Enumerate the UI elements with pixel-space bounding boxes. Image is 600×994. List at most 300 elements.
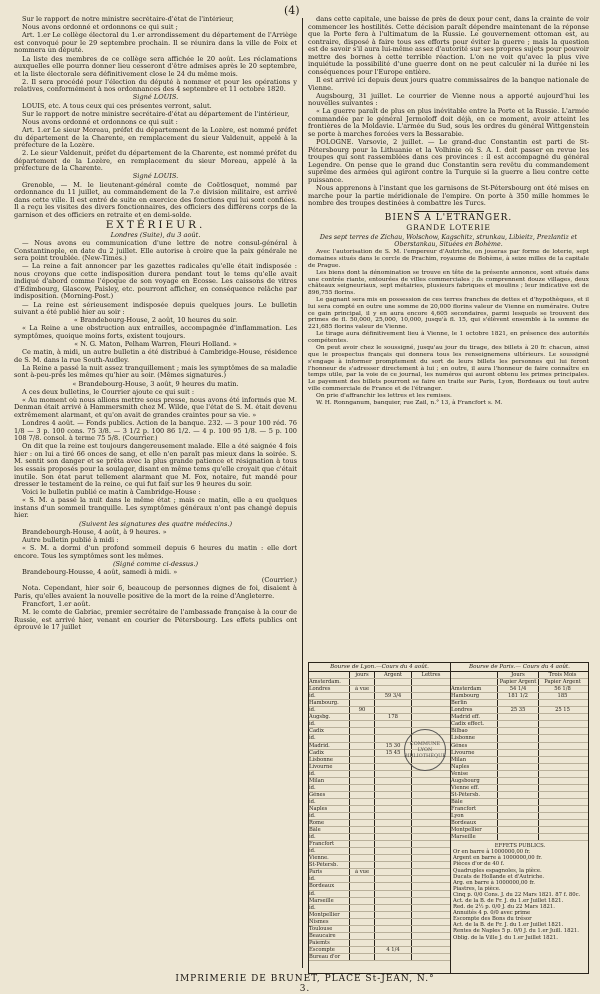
lyon-rate-cell xyxy=(374,820,411,826)
paris-rate-cell xyxy=(538,834,586,840)
paris-rate-cell: Cadix effect. xyxy=(451,721,485,728)
lyon-rate-cell: Lisbonne xyxy=(309,756,333,763)
lyon-rate-row xyxy=(309,926,450,933)
lyon-rate-row xyxy=(309,693,450,700)
source-credit: (Courrier.) xyxy=(261,576,297,585)
lyon-exchange xyxy=(309,663,451,973)
paris-subheader-label: Argent xyxy=(518,679,537,686)
lyon-rate-cell: id. xyxy=(309,834,316,841)
paris-rate-row xyxy=(451,820,588,827)
lyon-rate-row xyxy=(309,862,450,869)
lyon-rate-cell: 4 1/4 xyxy=(374,947,411,953)
advert-paragraph: Le tirage aura définitivement lieu à Vienne, le 1 octobre 1821, en présence des autorités compétentes. xyxy=(308,331,589,345)
paris-rate-cell xyxy=(538,721,586,727)
lyon-rate-cell: id. xyxy=(309,890,316,897)
paris-rate-row xyxy=(451,813,588,820)
paragraph: Nous apprenons à l'instant que les garnisons de St-Pétersbourg ont été mises en marche pour la partie méridionale de l'empire. On porte à 350 mille hommes le nombre des troupes destinées à combattre les Turcs. xyxy=(308,184,589,208)
paris-rate-cell xyxy=(497,785,538,791)
paragraph: Autre bulletin publié à midi : xyxy=(22,535,119,544)
lyon-rate-cell xyxy=(349,827,374,833)
paris-rate-cell xyxy=(538,764,586,770)
lyon-rate-cell xyxy=(374,813,411,819)
paris-rate-row xyxy=(451,764,588,771)
lyon-rate-row xyxy=(309,891,450,898)
lyon-rate-cell xyxy=(374,728,411,734)
lyon-rate-cell xyxy=(374,883,411,889)
stamp-line3: BIBLIOTHÈQUE xyxy=(403,753,447,760)
lyon-rate-cell: id. xyxy=(309,812,316,819)
paris-rate-cell xyxy=(538,735,586,741)
lyon-rate-cell xyxy=(349,806,374,812)
section-heading: EXTÉRIEUR. xyxy=(105,219,206,232)
lyon-rate-row xyxy=(309,919,450,926)
paragraph: M. le comte de Gabriac, premier secrétaire de l'ambassade française à la cour de Russie, est arrivé hier, venant en courier de Pétersbourg. Les effets publics ont éprouvé le 17 juillet xyxy=(14,607,297,632)
lyon-rate-cell xyxy=(349,700,374,706)
lyon-rate-row xyxy=(309,820,450,827)
lyon-rate-cell xyxy=(349,855,374,861)
paris-rate-row xyxy=(451,721,588,728)
lyon-rate-cell: Marseille xyxy=(309,897,334,904)
lyon-rate-cell: Londres xyxy=(309,686,331,693)
paragraph: A ces deux bulletins, le Courrier ajoute ce qui suit : xyxy=(22,387,195,396)
paragraph: Ce matin, à midi, un autre bulletin a été distribué à Cambridge-House, résidence de S. M. dans la rue South-Audley. xyxy=(14,348,297,364)
lyon-rate-cell xyxy=(374,954,411,960)
right-column-text xyxy=(308,16,589,407)
lyon-rate-cell xyxy=(411,813,450,819)
paris-rate-cell xyxy=(538,743,586,749)
paris-rate-cell: Marseille xyxy=(451,834,476,841)
lyon-rate-cell xyxy=(411,778,450,784)
public-funds-line: Cinq p. 0/0 Cons. J. du 22 Mars 1821. 87 f. 80c. xyxy=(453,891,581,898)
paris-header-cell xyxy=(451,672,497,678)
paris-rate-cell: Hambourg xyxy=(451,693,480,700)
lyon-rate-cell xyxy=(411,926,450,932)
lyon-rate-cell xyxy=(349,693,374,699)
lyon-rate-cell xyxy=(411,869,450,875)
paris-rate-cell xyxy=(538,771,586,777)
lyon-rate-cell xyxy=(411,883,450,889)
paragraph: — Nous avons eu communication d'une lettre de notre consul-général à Constantinople, en date du 2 juillet. Elle autorise à croire que la paix générale ne sera point troublée. (New-Times.) xyxy=(14,239,297,263)
lyon-rate-cell: id. xyxy=(309,904,316,911)
lyon-rate-row xyxy=(309,778,450,785)
lyon-rate-cell: id. xyxy=(309,876,316,883)
lyon-rate-cell: Francfort xyxy=(309,841,335,848)
paris-rate-cell: Londres xyxy=(451,707,473,714)
lyon-rate-cell xyxy=(411,827,450,833)
paris-rate-cell: Bâle xyxy=(451,798,463,805)
lyon-rate-cell: Toulouse xyxy=(309,925,333,932)
lyon-rate-cell xyxy=(411,947,450,953)
exchange-rates-table xyxy=(308,662,589,974)
lyon-rate-cell: 15 30 xyxy=(374,743,411,749)
paris-exchange xyxy=(451,663,588,973)
paragraph: Nota. Cependant, hier soir 6, beaucoup de personnes dignes de foi, disaient à Paris, qu'elles avaient la nouvelle positive de la mort de la reine d'Angleterre. xyxy=(14,584,297,600)
lyon-rate-row xyxy=(309,876,450,883)
lyon-rate-row xyxy=(309,848,450,855)
paris-rate-cell xyxy=(497,834,538,840)
lyon-rate-row xyxy=(309,806,450,813)
paragraph: La Reine a passé la nuit assez tranquillement ; mais les symptômes de sa maladie sont à-peu-près les mêmes qu'hier au soir. (Mêmes signatures.) xyxy=(14,363,297,380)
paris-rate-cell xyxy=(497,799,538,805)
paragraph: « Au moment où nous allions mettre sous presse, nous avons été informés que M. Denman était arrivé à Hammersmith chez M. Wilde, que l'état de S. M. était devenu extrêmement alarmant, et qu'on avait de grandes craintes pour sa vie. » xyxy=(14,395,297,419)
paris-subheader-row xyxy=(451,679,588,686)
signature: (Signé comme ci-dessus.) xyxy=(112,559,199,568)
lyon-rate-cell xyxy=(411,679,450,685)
lyon-rate-cell xyxy=(349,813,374,819)
left-column xyxy=(14,16,297,974)
paragraph: Augsbourg, 31 juillet. Le courrier de Vienne nous a apporté aujourd'hui les nouvelles suivantes : xyxy=(308,91,589,108)
lyon-rate-cell xyxy=(411,848,450,854)
signature: Signé LOUIS. xyxy=(132,172,179,181)
lyon-rate-cell: Bâle xyxy=(309,827,321,834)
paris-header-cell: Jours xyxy=(497,672,538,678)
paris-rate-row xyxy=(451,785,588,792)
lyon-rate-cell xyxy=(411,954,450,960)
lyon-header-cell: jours xyxy=(349,672,374,678)
paris-rate-cell: St-Pétersb. xyxy=(451,791,480,798)
lyon-rate-cell: id. xyxy=(309,735,316,742)
public-funds-line: Piastres, la pièce. xyxy=(453,885,501,892)
paris-rate-cell xyxy=(497,792,538,798)
paris-rate-cell xyxy=(497,721,538,727)
lyon-rate-cell xyxy=(374,848,411,854)
lyon-rate-cell xyxy=(374,679,411,685)
lyon-rate-cell: à vue xyxy=(349,869,374,875)
paragraph: POLOGNE. Varsovie, 2 juillet. — Le grand-duc Constantin est parti de St-Pétersbourg pour la Lithuanie et la Volhinie où S. A. I. doit passer en revue les troupes qui sont rassemblées dans ces provinces : il est accompagné du général Legendre. On pense que le grand duc Constantin sera revêtu du commandement suprême des armées qui agiront contre la Turquie si la guerre a lieu contre cette puissance. xyxy=(308,138,589,184)
paris-exchange-rows xyxy=(451,672,588,841)
paris-header-cell: Trois Mois xyxy=(538,672,586,678)
lyon-rate-cell: Montpellier xyxy=(309,911,340,918)
lyon-rate-row xyxy=(309,771,450,778)
public-funds-line: Act. de la B. de Fr. J. du 1.er Juillet 1821. xyxy=(453,922,564,929)
lyon-rate-cell xyxy=(374,905,411,911)
paris-rate-cell: Francfort xyxy=(451,805,477,812)
paragraph: Nous avons ordonné et ordonnons ce qui suit ; xyxy=(22,23,178,32)
lyon-rate-row xyxy=(309,707,450,714)
lyon-rate-cell xyxy=(374,686,411,692)
lyon-rate-cell xyxy=(374,785,411,791)
lyon-rate-cell xyxy=(374,926,411,932)
lyon-rate-cell xyxy=(374,834,411,840)
lyon-rate-row xyxy=(309,799,450,806)
paris-rate-cell: Milan xyxy=(451,756,467,763)
lyon-rate-cell: Vienne. xyxy=(309,855,329,862)
paris-rate-row xyxy=(451,806,588,813)
paris-rate-cell xyxy=(538,792,586,798)
lyon-rate-cell xyxy=(374,841,411,847)
paris-rate-row xyxy=(451,792,588,799)
advert-paragraph: Le gagnant sera mis en possession de ces terres franches de dettes et d'hypothèques, et il lui sera compté en outre une somme de 20,000 florins valeur de Vienne en numéraire. Outre ce gain principal, il y en aura encore 4,605 secondaires, parmi lesquels se trouvent des primes de fl. 50,000, 25,000, 10,000, jusqu'à fl. 15, qui s'élèvent ensemble à la somme de 221,685 florins valeur de Vienne. xyxy=(308,297,589,331)
public-funds-title: EFFETS PUBLICS. xyxy=(494,843,546,850)
lyon-rate-cell xyxy=(349,933,374,939)
lyon-rate-cell xyxy=(374,806,411,812)
lyon-rate-cell xyxy=(349,728,374,734)
lyon-rate-cell xyxy=(411,898,450,904)
lyon-rate-cell xyxy=(411,940,450,946)
lyon-rate-cell xyxy=(411,820,450,826)
paris-rate-cell xyxy=(497,813,538,819)
lyon-rate-cell: Madrid. xyxy=(309,742,330,749)
paris-rate-cell: Vienne eff. xyxy=(451,784,480,791)
paris-subheader-label: Papier xyxy=(499,679,519,686)
lyon-rate-cell xyxy=(374,764,411,770)
paris-rate-row xyxy=(451,827,588,834)
advert-heading: BIENS A L'ETRANGER. xyxy=(384,213,513,224)
lyon-rate-cell xyxy=(349,848,374,854)
paris-rate-cell: 54 1/4 xyxy=(497,686,538,692)
paris-rate-cell xyxy=(538,827,586,833)
paragraph: Voici le bulletin publié ce matin à Cambridge-House : xyxy=(22,488,201,497)
paris-rate-cell xyxy=(497,728,538,734)
paris-rate-cell xyxy=(538,785,586,791)
lyon-rate-cell: Livourne xyxy=(309,763,333,770)
public-funds-line: Oblig. de la Ville J. du 1.er Juillet 1821. xyxy=(453,934,558,941)
advert-title: Des sept terres de Zichau, Wolschow, Kagschitz, strunkau, Libieitz, Prezlantiz et Oberstankau, Situées en Bohème. xyxy=(319,233,578,249)
lyon-rate-cell xyxy=(411,905,450,911)
public-funds-line: Argent en barre à 1000000,00 fr. xyxy=(453,855,542,862)
lyon-rate-cell xyxy=(349,743,374,749)
paris-rate-row xyxy=(451,757,588,764)
lyon-rate-cell xyxy=(374,707,411,713)
paris-rate-cell: 25 35 xyxy=(497,707,538,713)
centered-line: « N. G. Maton, Pelham Warren, Fleuri Holland. » xyxy=(74,340,237,349)
lyon-rate-cell: 90 xyxy=(349,707,374,713)
paris-rate-cell xyxy=(497,764,538,770)
paris-rate-row xyxy=(451,735,588,742)
paragraph: Art. 1.er Le collège électoral du 1.er arrondissement du département de l'Arriège est convoqué pour le 29 septembre prochain. Il se réunira dans la ville de Foix et nommera un député. xyxy=(14,31,297,55)
lyon-rate-cell xyxy=(411,792,450,798)
lyon-rate-cell xyxy=(349,947,374,953)
lyon-rate-cell xyxy=(374,721,411,727)
paris-rate-cell xyxy=(497,743,538,749)
advert-paragraph: Avec l'autorisation de S. M. l'empereur d'Autriche, on joueras par forme de loterie, sept domaines situés dans le cercle de Prachim, royaume de Bohème, à seize milles de la capitale de Prague. xyxy=(308,249,589,269)
lyon-rate-cell xyxy=(349,926,374,932)
lyon-rate-cell xyxy=(411,771,450,777)
paris-subheader-cell xyxy=(497,679,538,685)
lyon-header-row xyxy=(309,672,450,679)
paris-subheader-blank xyxy=(451,679,497,685)
lyon-rate-row xyxy=(309,954,450,961)
paragraph: Londres 4 août. — Fonds publics. Action de la banque. 232. — 3 pour 100 réd. 76 1/8 — 3 p. 100 cons. 75 3/8. — 3 1/2 p. 100 86 1/2. — 4 p. 100 95 1/8. — 5 p. 100 108 7/8. consol. à terme 75 5/8. (Courrier.) xyxy=(14,419,297,443)
lyon-rate-cell xyxy=(349,679,374,685)
lyon-rate-cell xyxy=(349,862,374,868)
lyon-header-cell xyxy=(309,672,349,678)
paris-subheader-label: Papier xyxy=(544,679,563,686)
paragraph: « La Reine a une obstruction aux entrailles, accompagnée d'inflammation. Les symptômes, quoique moins forts, existent toujours. xyxy=(14,324,297,340)
paragraph: Sur le rapport de notre ministre secrétaire-d'état de l'intérieur, xyxy=(22,16,234,23)
lyon-exchange-rows xyxy=(309,672,450,961)
lyon-rate-cell: Beaucaire xyxy=(309,932,336,939)
lyon-rate-cell xyxy=(374,912,411,918)
lyon-rate-cell: Paiemts xyxy=(309,939,330,946)
lyon-rate-cell xyxy=(411,891,450,897)
paris-rate-cell xyxy=(497,700,538,706)
paris-rate-cell xyxy=(538,806,586,812)
lyon-rate-row xyxy=(309,686,450,693)
lyon-rate-cell: St-Pétersb. xyxy=(309,862,338,869)
lyon-rate-cell xyxy=(411,799,450,805)
lyon-rate-cell xyxy=(349,898,374,904)
lyon-rate-cell: Cadix xyxy=(309,749,324,756)
paragraph: Sur le rapport de notre ministre secrétaire-d'état au département de l'intérieur, xyxy=(22,109,290,118)
lyon-rate-cell xyxy=(349,771,374,777)
lyon-rate-cell xyxy=(374,891,411,897)
lyon-rate-cell xyxy=(411,855,450,861)
lyon-rate-row xyxy=(309,869,450,876)
paris-rate-cell: Madrid eff. xyxy=(451,714,481,721)
lyon-rate-cell: id. xyxy=(309,798,316,805)
lyon-rate-row xyxy=(309,834,450,841)
paris-rate-cell: Montpellier xyxy=(451,827,482,834)
public-funds-line: Annuités 4 p. 0/0 avec prime xyxy=(453,910,531,917)
lyon-rate-cell xyxy=(411,785,450,791)
paragraph: Il est arrivé ici depuis deux jours quatre commissaires de la banque nationale de Vienne. xyxy=(308,75,589,92)
paris-rate-row xyxy=(451,700,588,707)
paragraph: dans cette capitale, une baisse de près de deux pour cent, dans la crainte de voir commencer les hostilités. Cette décision paraît dépendre maintenant de la réponse que la Porte fera à l'ultimatum de la Russie. Le gouvernement ottoman est, au contraire, disposé à faire tous ses efforts pour éviter la guerre ; mais la question est de savoir s'il aura lui-même assez d'autorité sur ses propres sujets pour pouvoir mettre des bornes à cette terrible réaction. L'on ne voit qu'avec la plus vive inquiétude la possibilité d'une guerre dont on ne peut calculer ni la durée ni les conséquences pour l'Europe entière. xyxy=(308,16,589,76)
paris-rate-cell: Naples xyxy=(451,763,470,770)
lyon-rate-cell xyxy=(411,700,450,706)
lyon-rate-cell: 59 3/4 xyxy=(374,693,411,699)
lyon-rate-cell: id. xyxy=(309,693,316,700)
paris-rate-row xyxy=(451,750,588,757)
lyon-exchange-title: Bourse de Lyon.—Cours du 4 août. xyxy=(309,663,450,672)
lyon-rate-row xyxy=(309,813,450,820)
paris-rate-cell: Lisbonne xyxy=(451,735,475,742)
lyon-rate-row xyxy=(309,721,450,728)
lyon-rate-row xyxy=(309,947,450,954)
lyon-rate-cell xyxy=(349,841,374,847)
paragraph: 2. Il sera procédé pour l'élection du député à nommer et pour les opérations y relatives, conformément à nos ordonnances des 4 septembre et 11 octobre 1820. xyxy=(14,77,297,94)
lyon-rate-cell xyxy=(374,940,411,946)
paris-rate-cell xyxy=(497,778,538,784)
lyon-header-cell: Lettres xyxy=(411,672,450,678)
lyon-rate-cell xyxy=(349,905,374,911)
centered-line: « Brandebourg-House, 3 août, 9 heures du matin. xyxy=(72,379,239,388)
paris-rate-cell: Augsbourg xyxy=(451,777,480,784)
lyon-rate-cell xyxy=(349,883,374,889)
lyon-rate-cell xyxy=(411,912,450,918)
lyon-rate-row xyxy=(309,700,450,707)
paris-rate-row xyxy=(451,693,588,700)
lyon-rate-cell: id. xyxy=(309,721,316,728)
lyon-rate-cell: Augsbg. xyxy=(309,714,331,721)
paris-rate-cell xyxy=(538,728,586,734)
paris-subheader-label: Argent xyxy=(562,679,581,686)
advert-paragraph: Les biens dont la dénomination se trouve en tête de la présente annonce, sont situés dans une contrée riante, entourées de villes commerciales ; ils comprennent douze villages, deux châteaux seigneuriaux, sept métairies, plusieurs fabriques et moulins ; leur indicative est de 896,755 florins. xyxy=(308,269,589,297)
paris-rate-cell xyxy=(497,806,538,812)
lyon-rate-cell: Bureau d'or xyxy=(309,953,341,960)
paris-rate-row xyxy=(451,714,588,721)
lyon-rate-row xyxy=(309,883,450,890)
paris-rate-cell xyxy=(497,750,538,756)
stamp-line1: COMMUNE xyxy=(409,740,441,747)
lyon-rate-row xyxy=(309,785,450,792)
lyon-rate-row xyxy=(309,841,450,848)
public-funds-line: Or en barre à 1000000,00 fr. xyxy=(453,849,531,856)
paris-rate-cell: Bordeaux xyxy=(451,820,477,827)
lyon-rate-cell xyxy=(374,933,411,939)
lyon-rate-cell xyxy=(349,778,374,784)
lyon-rate-row xyxy=(309,855,450,862)
paris-rate-row xyxy=(451,771,588,778)
paragraph: — La reine a fait annoncer par les gazettes radicales qu'elle était indisposée : nous croyons que cette indisposition durera pendant tout le tems qu'elle avait indiqué d'abord comme l'époque de son voyage en Ecosse. Les caissons de vitres d'Edimbourg, Glascow, Paisley, etc. pourront afficher, en conséquence relâche par indisposition. (Morning-Post.) xyxy=(14,262,297,301)
public-funds-line: Escompte des Bons du trésor xyxy=(453,916,532,923)
lyon-rate-cell xyxy=(374,700,411,706)
lyon-rate-row xyxy=(309,792,450,799)
paragraph: « La guerre paraît de plus en plus inévitable entre la Porte et la Russie. L'armée commandée par le général Jermoloff doit déjà, en ce moment, avoir atteint les frontières de la Moldavie. L'armée du Sud, sous les ordres du général Wittgenstein se porte à marches forcées vers la Bessarabie. xyxy=(308,107,589,138)
lyon-rate-cell: id. xyxy=(309,848,316,855)
paris-rate-cell: 181 1/2 xyxy=(497,693,538,699)
lyon-rate-cell xyxy=(411,933,450,939)
lyon-rate-cell xyxy=(411,721,450,727)
lyon-rate-cell xyxy=(374,827,411,833)
paris-rate-cell: Gênes xyxy=(451,742,468,749)
column-divider xyxy=(302,18,303,968)
lyon-rate-cell: Rome xyxy=(309,820,325,827)
paris-rate-row xyxy=(451,728,588,735)
lyon-rate-cell xyxy=(349,735,374,741)
paris-rate-cell: Livourne xyxy=(451,749,475,756)
public-funds-line: Ducats de Hollande et d'Autriche. xyxy=(453,873,545,880)
public-funds-line: Red. de 2½ p. 0/0 J. du 22 Mars 1821. xyxy=(453,904,555,911)
advert-paragraph: On peut avoir chez le soussigné, jusqu'au jour du tirage, des billets à 20 fr. chacun, ainsi que le prospectus français qui donnera tous les renseignemens ultérieurs. Le soussigné s'engage à informer promptement du sort de leurs billets les personnes qui lui feront l'honneur de s'adresser directement à lui ; en outre, il aura l'honneur de faire connaître en temps utile, par la voie de ce journal, les numéros qui auront obtenu les primes principales. Le payement des billets pourront se faire en traite sur Paris, Lyon, Bordeaux ou tout autre ville commerciale de France et de l'étranger. xyxy=(308,345,589,392)
lyon-rate-cell xyxy=(411,806,450,812)
paris-rate-cell xyxy=(497,820,538,826)
lyon-rate-cell xyxy=(349,919,374,925)
lyon-rate-cell: Nismes xyxy=(309,918,329,925)
paragraph: Grenoble, — M. le lieutenant-général comte de Coëtlosquet, nommé par ordonnance du 11 juillet, au commandement de la 7.e division militaire, est arrivé dans cette ville. Il est entré de suite en exercice des fonctions qui lui sont confiées. Il a reçu les visites des divers fonctionnaires, des officiers des différens corps de la garnison et des officiers en retraite et en demi-solde. xyxy=(14,180,297,219)
lyon-rate-cell xyxy=(411,834,450,840)
lyon-rate-cell: Hambourg. xyxy=(309,700,339,707)
paragraph: « S. M. a dormi d'un profond sommeil depuis 6 heures du matin : elle dort encore. Tous les symptômes sont les mêmes. xyxy=(14,544,297,560)
lyon-rate-cell xyxy=(349,764,374,770)
paris-rate-cell: 25 15 xyxy=(538,707,586,713)
lyon-rate-cell: Milan xyxy=(309,777,325,784)
advert-paragraph: On prie d'affranchir les lettres et les remises. xyxy=(316,392,452,399)
paris-rate-row xyxy=(451,686,588,693)
lyon-rate-cell xyxy=(349,721,374,727)
lyon-rate-cell xyxy=(349,792,374,798)
lyon-rate-cell xyxy=(411,714,450,720)
lyon-rate-row xyxy=(309,827,450,834)
lyon-rate-cell xyxy=(411,707,450,713)
lyon-rate-cell xyxy=(349,834,374,840)
lyon-rate-cell xyxy=(411,862,450,868)
paris-header-row xyxy=(451,672,588,679)
public-funds-line: Act. de la B. de Fr. J. du 1.er Juillet 1821. xyxy=(453,898,564,905)
paris-rate-row xyxy=(451,834,588,841)
lyon-rate-row xyxy=(309,912,450,919)
public-funds-line: Pièces d'or de 40 f. xyxy=(453,861,505,868)
public-funds-notes xyxy=(453,849,587,940)
lyon-rate-cell xyxy=(411,919,450,925)
lyon-rate-cell: id. xyxy=(309,707,316,714)
paris-rate-cell xyxy=(497,735,538,741)
lyon-header-cell: Argent xyxy=(374,672,411,678)
paris-rate-cell: Bilbao xyxy=(451,728,468,735)
paragraph: — La reine est sérieusement indisposée depuis quelques jours. Le bulletin suivant a été publié hier au soir : xyxy=(14,300,297,317)
lyon-rate-cell: Paris xyxy=(309,869,323,876)
paragraph: On dit que la reine est toujours dangereusement malade. Elle a été saignée 4 fois hier : on lui a tiré 66 onces de sang, et elle n'en paraît pas mieux dans la soirée. S. M. sentit son danger et se prêta avec la plus grande patience et résignation à tous les essais proposés pour la soulager, disant en même tems qu'elle croyait que c'était inutile. Son état parut tellement alarmant que M. Fox, notaire, fut mandé pour dresser le testament de la reine, ce qui fut fait sur les 9 heures du soir. xyxy=(14,442,297,489)
lyon-rate-cell xyxy=(374,855,411,861)
paris-subheader-cell xyxy=(538,679,586,685)
lyon-rate-cell xyxy=(374,919,411,925)
lyon-rate-cell xyxy=(349,757,374,763)
lyon-rate-cell xyxy=(411,686,450,692)
paris-rate-cell xyxy=(538,714,586,720)
paragraph: Brandebourg-Housse, 4 août, samedi à midi. » xyxy=(22,567,178,576)
lyon-rate-row xyxy=(309,679,450,686)
